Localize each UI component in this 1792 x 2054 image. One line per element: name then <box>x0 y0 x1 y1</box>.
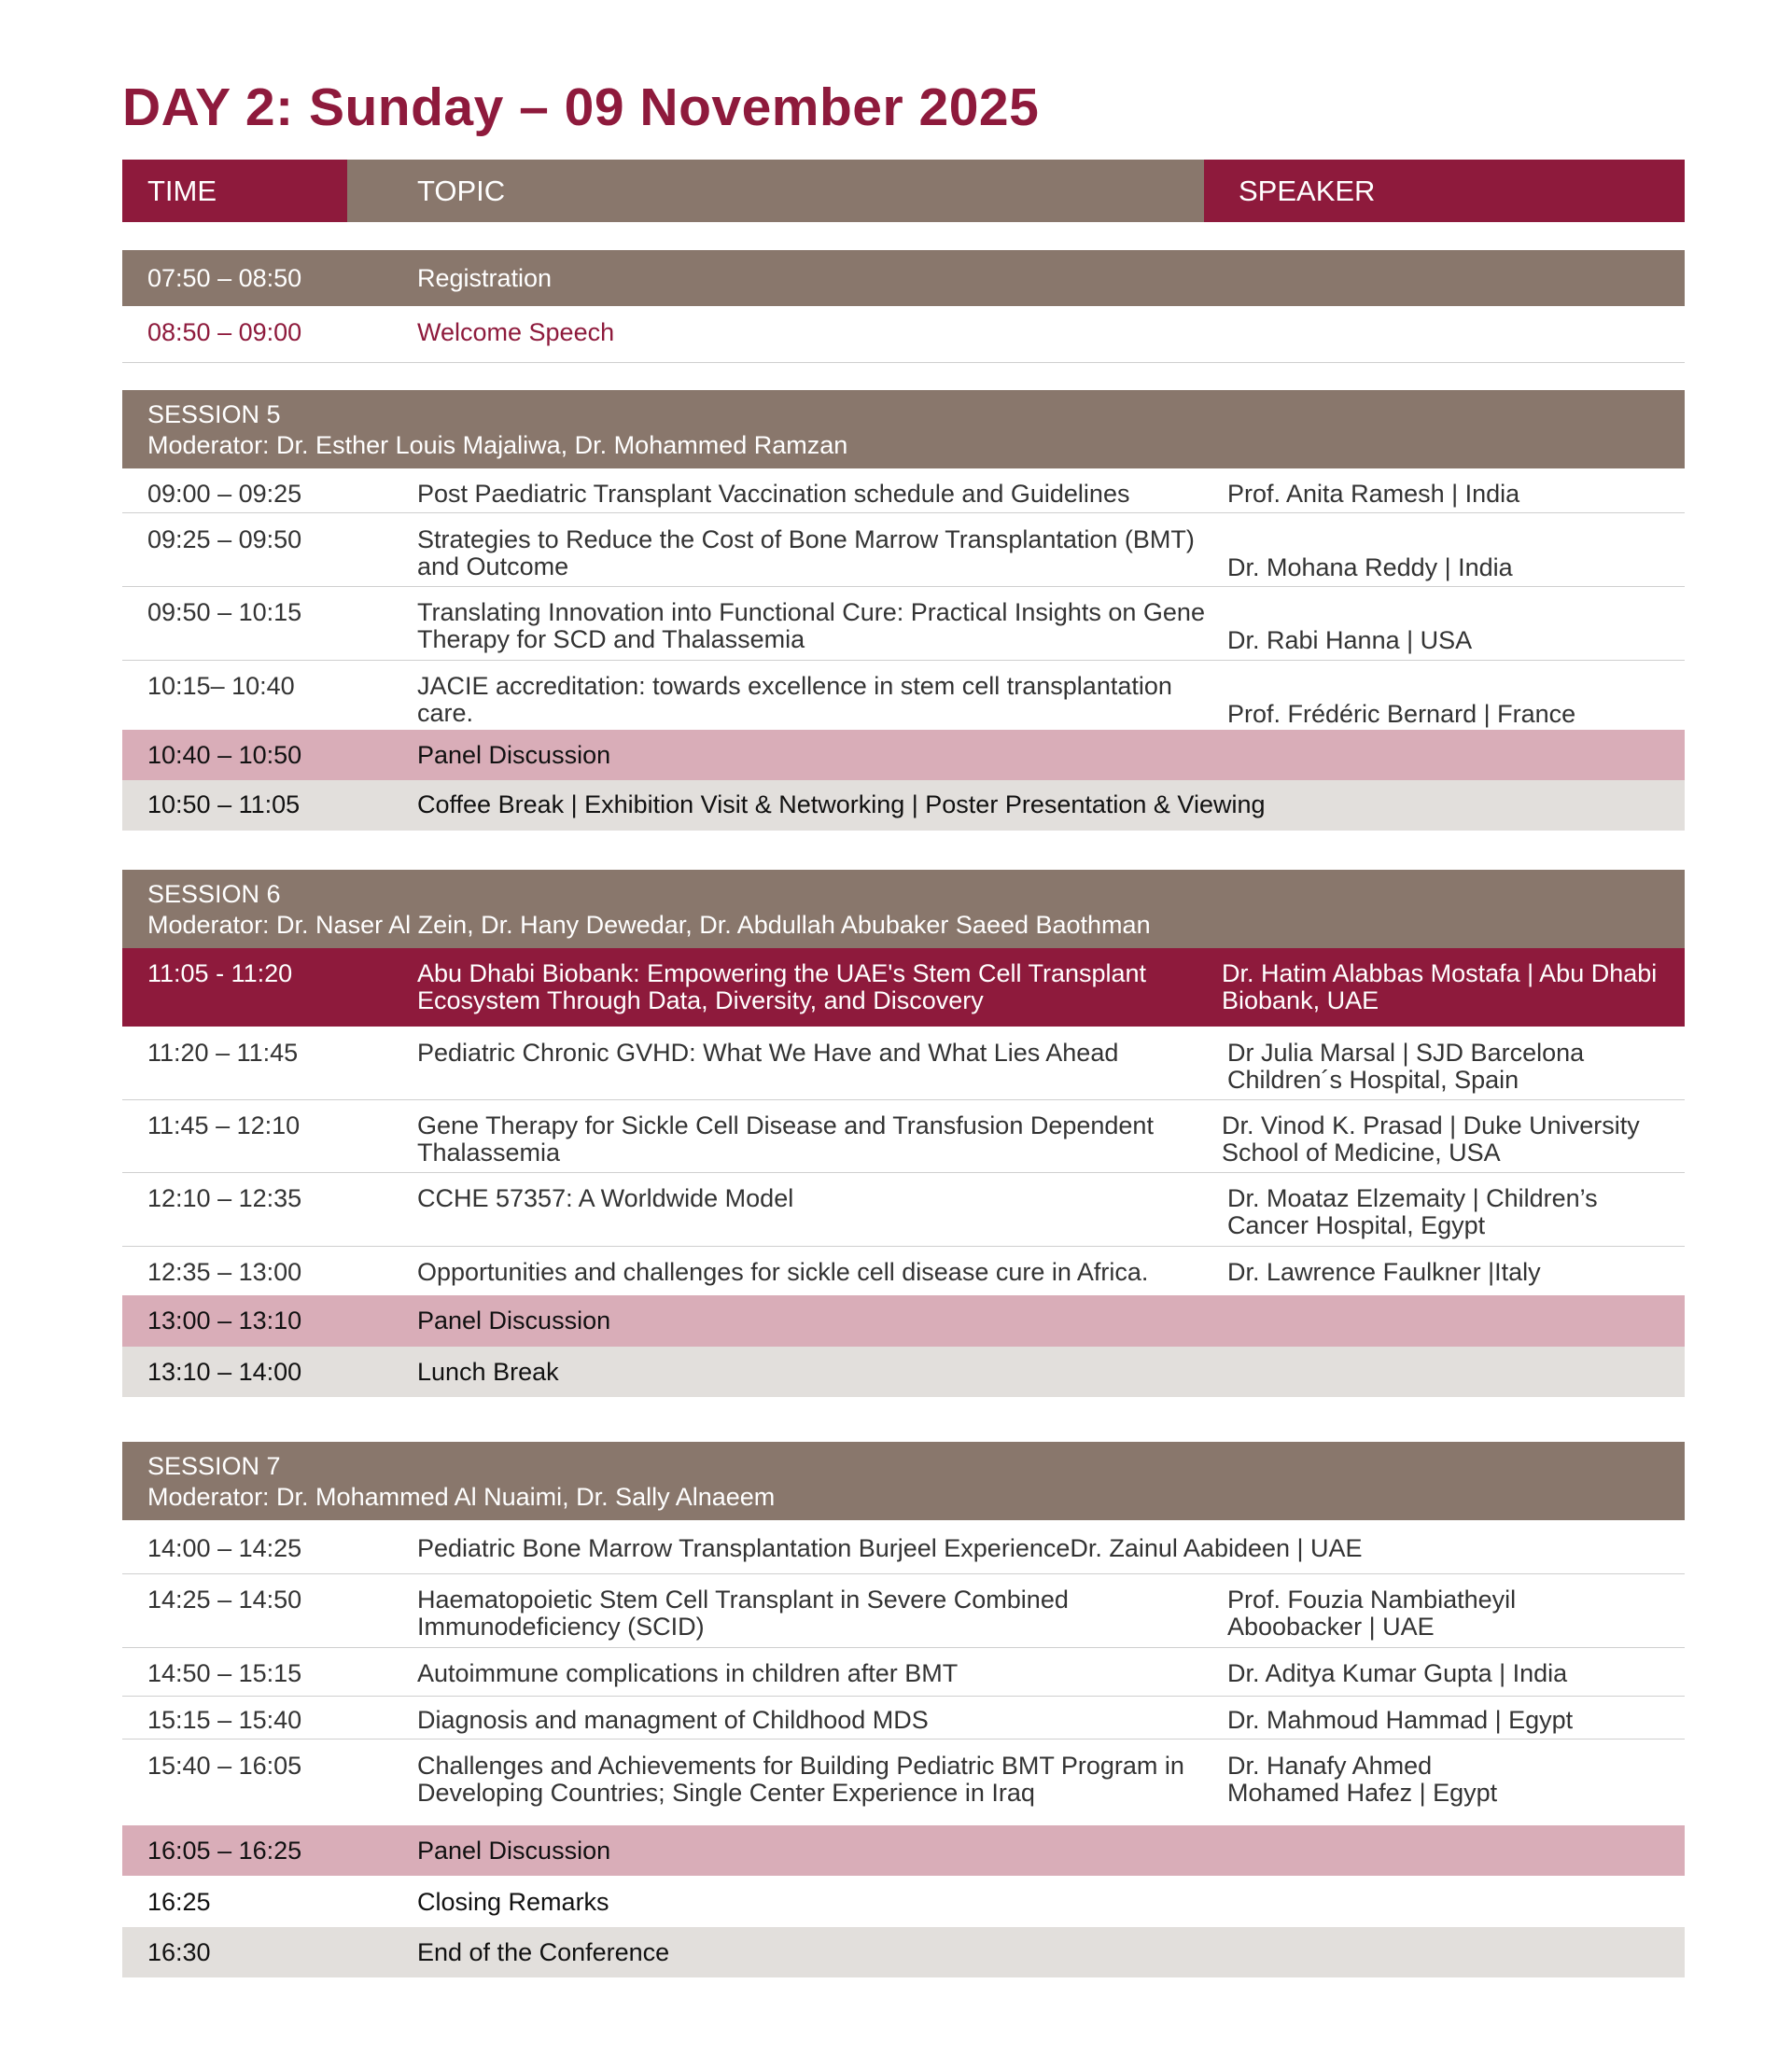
row-topic: CCHE 57357: A Worldwide Model <box>417 1184 794 1212</box>
table-row <box>122 1697 1685 1740</box>
row-topic: Registration <box>417 264 553 292</box>
row-speaker: Dr. Vinod K. Prasad | Duke University School of Medicine, USA <box>1222 1111 1640 1167</box>
row-time: 15:15 – 15:40 <box>147 1706 302 1734</box>
row-time: 08:50 – 09:00 <box>147 318 302 346</box>
row-time: 13:10 – 14:00 <box>147 1358 302 1386</box>
row-topic: Welcome Speech <box>417 318 615 346</box>
registration-row <box>122 250 1685 306</box>
row-time: 16:05 – 16:25 <box>147 1837 302 1865</box>
row-speaker: Dr. Rabi Hanna | USA <box>1227 626 1473 654</box>
row-time: 14:50 – 15:15 <box>147 1659 302 1687</box>
row-speaker: Prof. Anita Ramesh | India <box>1227 480 1520 508</box>
row-topic: Translating Innovation into Functional Cure: Practical Insights on Gene Therapy for SCD and Thalassemia <box>417 598 1205 653</box>
row-time: 14:00 – 14:25 <box>147 1534 302 1562</box>
panel-discussion-row <box>122 1295 1685 1347</box>
row-time: 09:00 – 09:25 <box>147 480 302 508</box>
break-row <box>122 1347 1685 1397</box>
session-moderator: Moderator: Dr. Mohammed Al Nuaimi, Dr. Sally Alnaeem <box>147 1483 776 1511</box>
row-topic: End of the Conference <box>417 1938 670 1966</box>
row-time: 11:05 - 11:20 <box>147 959 293 987</box>
row-time: 16:25 <box>147 1888 211 1916</box>
table-row <box>122 1574 1685 1648</box>
row-topic: Panel Discussion <box>417 741 611 769</box>
row-speaker: Dr. Lawrence Faulkner |Italy <box>1227 1258 1541 1286</box>
row-time: 15:40 – 16:05 <box>147 1752 302 1780</box>
row-time: 12:35 – 13:00 <box>147 1258 302 1286</box>
table-row <box>122 1247 1685 1295</box>
table-row <box>122 1100 1685 1173</box>
row-speaker: Dr. Mohana Reddy | India <box>1227 553 1513 581</box>
row-time: 13:00 – 13:10 <box>147 1306 302 1334</box>
row-topic: Diagnosis and managment of Childhood MDS <box>417 1706 929 1734</box>
row-time: 11:45 – 12:10 <box>147 1111 301 1139</box>
session-7-header <box>122 1442 1685 1520</box>
page-title: DAY 2: Sunday – 09 November 2025 <box>122 77 1040 137</box>
row-topic: Closing Remarks <box>417 1888 609 1916</box>
row-topic: Panel Discussion <box>417 1837 611 1865</box>
table-row <box>122 1173 1685 1247</box>
highlight-row <box>122 948 1685 1027</box>
row-time: 09:50 – 10:15 <box>147 598 302 626</box>
row-time: 09:25 – 09:50 <box>147 525 302 553</box>
row-time: 10:15– 10:40 <box>147 672 295 700</box>
row-speaker: Dr. Aditya Kumar Gupta | India <box>1227 1659 1568 1687</box>
break-row <box>122 780 1685 831</box>
row-topic: Lunch Break <box>417 1358 559 1386</box>
session-moderator: Moderator: Dr. Esther Louis Majaliwa, Dr. Mohammed Ramzan <box>147 431 848 459</box>
row-topic: Panel Discussion <box>417 1306 611 1334</box>
table-row <box>122 1027 1685 1100</box>
session-5-header <box>122 390 1685 468</box>
panel-discussion-row <box>122 1825 1685 1876</box>
table-row <box>122 1648 1685 1697</box>
row-topic: Abu Dhabi Biobank: Empowering the UAE's Stem Cell Transplant Ecosystem Through Data, Diversity, and Discovery <box>417 959 1147 1014</box>
header-speaker: SPEAKER <box>1204 160 1685 222</box>
row-topic: Challenges and Achievements for Building Pediatric BMT Program in Developing Countries; Single Center Experience in Iraq <box>417 1752 1184 1807</box>
row-speaker: Prof. Fouzia Nambiatheyil Aboobacker | UAE <box>1227 1586 1517 1641</box>
row-topic: Post Paediatric Transplant Vaccination schedule and Guidelines <box>417 480 1130 508</box>
row-speaker: Dr. Mahmoud Hammad | Egypt <box>1227 1706 1574 1734</box>
row-speaker: Dr Julia Marsal | SJD Barcelona Children´s Hospital, Spain <box>1227 1039 1585 1094</box>
table-row <box>122 1520 1685 1574</box>
row-time: 14:25 – 14:50 <box>147 1586 302 1614</box>
session-label: SESSION 5 <box>147 400 281 428</box>
table-row <box>122 468 1685 513</box>
session-label: SESSION 7 <box>147 1452 281 1480</box>
table-row <box>122 587 1685 661</box>
row-topic: Opportunities and challenges for sickle cell disease cure in Africa. <box>417 1258 1149 1286</box>
header-time: TIME <box>122 160 347 222</box>
row-speaker: Dr. Hanafy Ahmed Mohamed Hafez | Egypt <box>1227 1752 1498 1807</box>
table-header <box>122 160 1685 222</box>
session-6-header <box>122 870 1685 948</box>
end-row <box>122 1927 1685 1977</box>
row-topic: JACIE accreditation: towards excellence in stem cell transplantation care. <box>417 672 1172 727</box>
row-topic: Pediatric Chronic GVHD: What We Have and What Lies Ahead <box>417 1039 1119 1067</box>
row-time: 12:10 – 12:35 <box>147 1184 302 1212</box>
row-topic: Coffee Break | Exhibition Visit & Networking | Poster Presentation & Viewing <box>417 790 1266 818</box>
session-label: SESSION 6 <box>147 880 281 908</box>
row-topic: Gene Therapy for Sickle Cell Disease and Transfusion Dependent Thalassemia <box>417 1111 1154 1167</box>
row-time: 07:50 – 08:50 <box>147 264 302 292</box>
header-topic: TOPIC <box>347 160 1204 222</box>
table-row <box>122 661 1685 730</box>
row-speaker: Dr. Moataz Elzemaity | Children’s Cancer Hospital, Egypt <box>1227 1184 1598 1239</box>
row-topic: Haematopoietic Stem Cell Transplant in Severe Combined Immunodeficiency (SCID) <box>417 1586 1069 1641</box>
welcome-row <box>122 306 1685 363</box>
session-moderator: Moderator: Dr. Naser Al Zein, Dr. Hany Dewedar, Dr. Abdullah Abubaker Saeed Baothman <box>147 911 1151 939</box>
table-row <box>122 513 1685 587</box>
row-topic: Autoimmune complications in children after BMT <box>417 1659 959 1687</box>
row-topic: Strategies to Reduce the Cost of Bone Marrow Transplantation (BMT) and Outcome <box>417 525 1195 580</box>
closing-row <box>122 1876 1685 1927</box>
panel-discussion-row <box>122 730 1685 780</box>
table-row <box>122 1740 1685 1825</box>
row-time: 11:20 – 11:45 <box>147 1039 299 1067</box>
row-speaker: Prof. Frédéric Bernard | France <box>1227 700 1576 728</box>
row-time: 10:40 – 10:50 <box>147 741 302 769</box>
row-topic: Pediatric Bone Marrow Transplantation Burjeel ExperienceDr. Zainul Aabideen | UAE <box>417 1534 1363 1562</box>
row-time: 16:30 <box>147 1938 211 1966</box>
row-time: 10:50 – 11:05 <box>147 790 301 818</box>
row-speaker: Dr. Hatim Alabbas Mostafa | Abu Dhabi Biobank, UAE <box>1222 959 1658 1014</box>
